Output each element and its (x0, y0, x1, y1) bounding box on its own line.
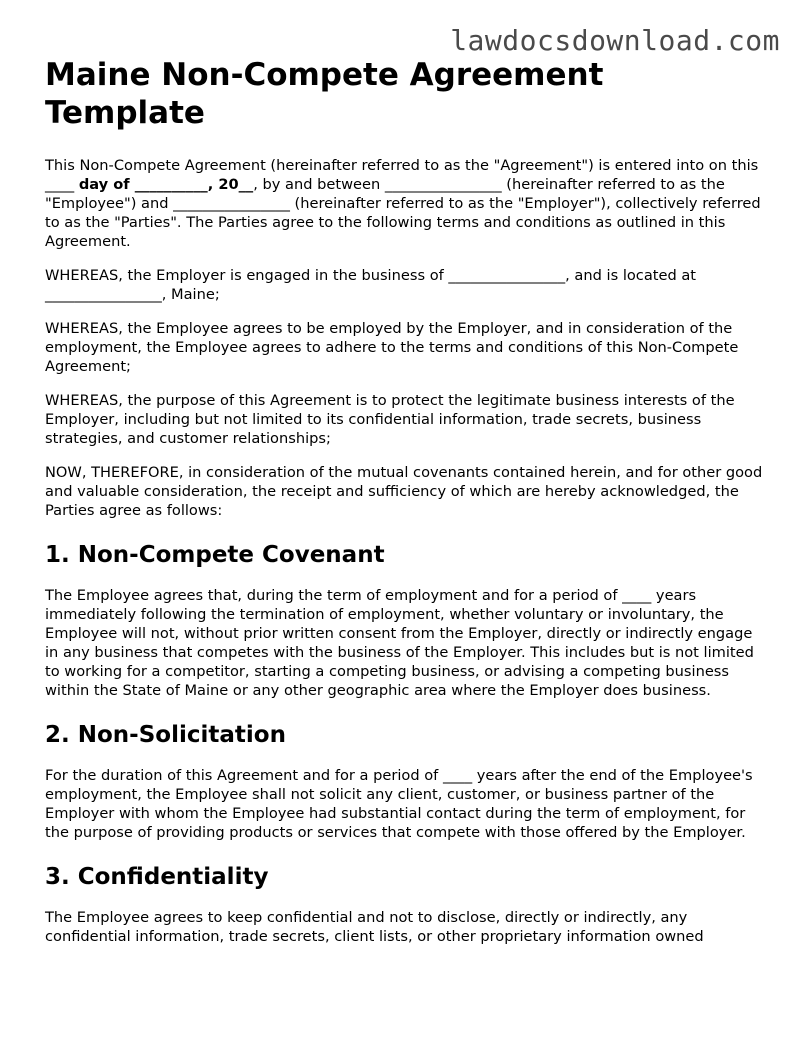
intro-date-bold: day of __________, 20__ (78, 176, 254, 193)
intro-text-1: This Non-Compete Agreement (hereinafter referred to as the "Agreement") is entered into on this ____ (45, 157, 759, 193)
section-body-non-compete: The Employee agrees that, during the term of employment and for a period of ____ years immediately following the termination of employment, whether voluntary or involuntary, the Employee will not, without prior written consent from the Employer, directly or indirectly engage in any business that competes with the business of the Employer. This includes but is not limited to working for a competitor, starting a competing business, or advising a competing business within the State of Maine or any other geographic area where the Employer does business. (45, 587, 754, 699)
title-line-1: Maine Non-Compete Agreement (45, 57, 604, 93)
document-title (45, 56, 767, 132)
document-page (45, 56, 767, 961)
intro-paragraph (45, 156, 767, 251)
whereas-paragraph-3: WHEREAS, the purpose of this Agreement is to protect the legitimate business interests of the Employer, including but not limited to its confidential information, trade secrets, business strategies, and customer relationships; (45, 392, 735, 447)
now-therefore-paragraph: NOW, THEREFORE, in consideration of the mutual covenants contained herein, and for other good and valuable consideration, the receipt and sufficiency of which are hereby acknowledged, the Parties agree as follows: (45, 464, 763, 519)
section-heading-non-solicitation: 2. Non-Solicitation (45, 722, 286, 748)
section-heading-confidentiality: 3. Confidentiality (45, 864, 269, 890)
whereas-paragraph-1: WHEREAS, the Employer is engaged in the business of ________________, and is located at ________________, Maine; (45, 267, 697, 303)
section-heading-non-compete: 1. Non-Compete Covenant (45, 542, 385, 568)
section-body-non-solicitation: For the duration of this Agreement and for a period of ____ years after the end of the Employee's employment, the Employee shall not solicit any client, customer, or business partner of the Employer with whom the Employee had substantial contact during the term of employment, for the purpose of providing products or services that compete with those offered by the Employer. (45, 767, 753, 841)
section-body-confidentiality: The Employee agrees to keep confidential and not to disclose, directly or indirectly, any confidential information, trade secrets, client lists, or other proprietary information owned (45, 909, 704, 945)
intro-text-2: , by and between ________________ (hereinafter referred to as the "Employee") and ________________ (hereinafter referred to as the "Employer"), collectively referred to as the "Parties". The Parties agree to the following terms and conditions as outlined in this Agreement. (45, 176, 761, 250)
watermark: lawdocsdownload.com (450, 24, 780, 57)
title-line-2: Template (45, 95, 205, 131)
whereas-paragraph-2: WHEREAS, the Employee agrees to be employed by the Employer, and in consideration of the employment, the Employee agrees to adhere to the terms and conditions of this Non-Compete Agreement; (45, 320, 739, 375)
